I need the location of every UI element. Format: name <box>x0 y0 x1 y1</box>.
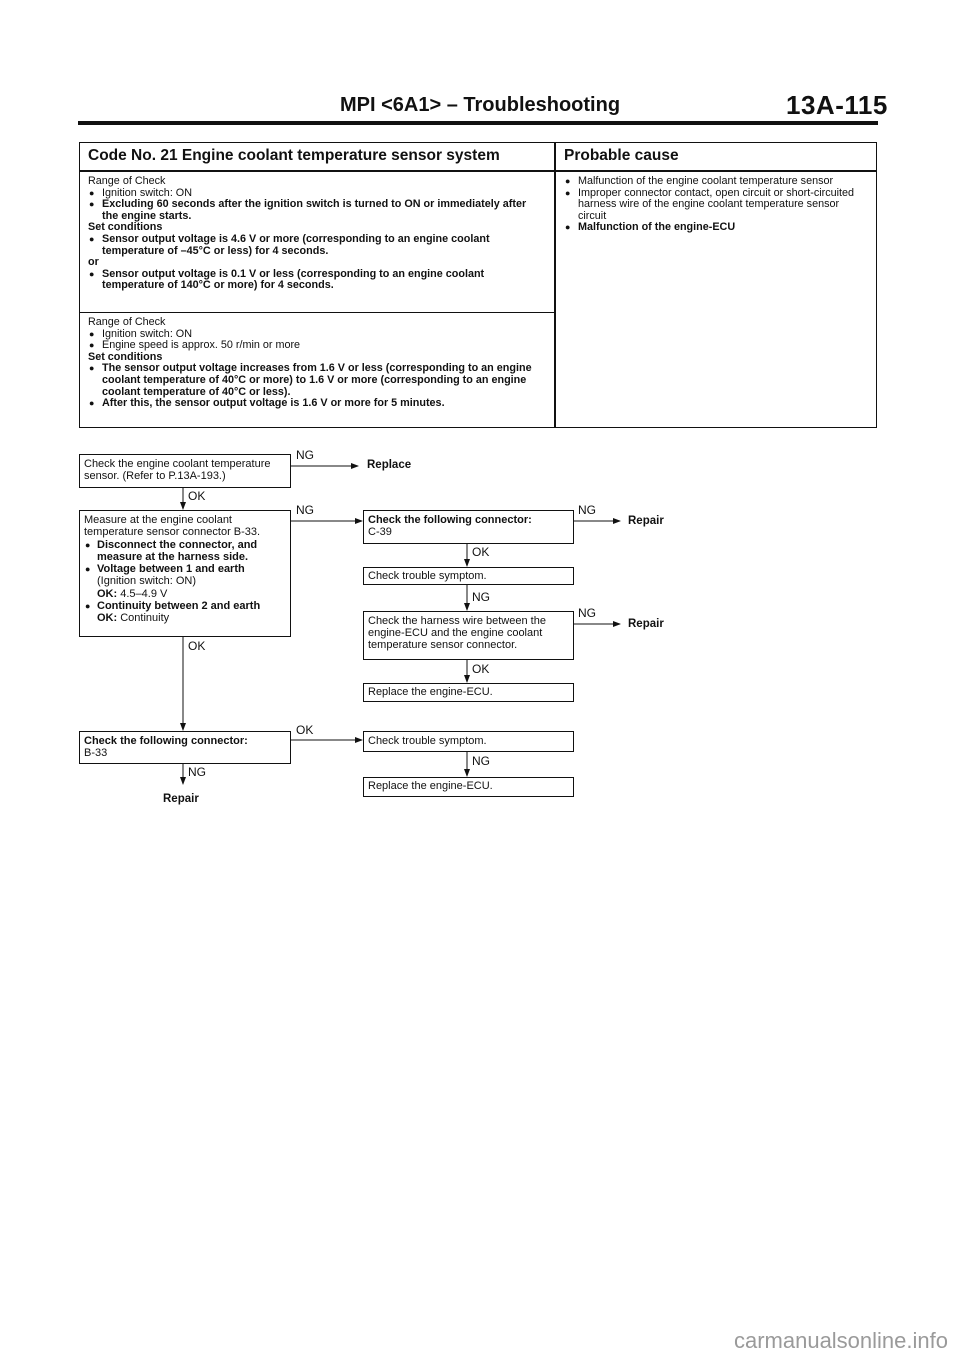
set-item: ● After this, the sensor output voltage is 1.6 V or more for 5 minutes. <box>88 398 544 410</box>
branch-ok: OK <box>296 723 314 737</box>
step-text: C-39 <box>368 526 392 538</box>
branch-ng: NG <box>578 606 596 620</box>
cause-item: ● Malfunction of the engine coolant temperature sensor <box>564 176 870 188</box>
page-title: MPI <6A1> – Troubleshooting <box>340 94 621 116</box>
step-item: ● Disconnect the connector, and measure at the harness side. <box>84 539 286 564</box>
step-item: (Ignition switch: ON) <box>97 575 197 588</box>
or-label: or <box>88 256 99 269</box>
ok-label: OK: <box>97 587 118 600</box>
step-replace-ecu-1 <box>363 683 574 702</box>
step-check-connector-c39 <box>363 510 574 544</box>
range-item: ● Excluding 60 seconds after the ignition switch is turned to ON or immediately after the engine starts. <box>88 199 544 222</box>
range-item: ● Ignition switch: ON <box>88 329 544 341</box>
step-text: Replace the engine-ECU. <box>368 780 493 792</box>
set-label: Set conditions <box>88 350 163 363</box>
set-item: ● The sensor output voltage increases from 1.6 V or less (corresponding to an engine coolant temperature of 40°C or more) to 1.6 V or more (corresponding to an engine coolant temperature of 40°C or less). <box>88 363 544 398</box>
branch-ok: OK <box>188 489 206 503</box>
ok-label: OK: <box>97 612 118 625</box>
step-text: Check the following connector: <box>84 735 248 747</box>
step-text: Check the engine coolant temperature sensor. (Refer to P.13A-193.) <box>84 458 271 482</box>
step-item: ● Voltage between 1 and earth <box>84 563 286 575</box>
step-item: ● Continuity between 2 and earth <box>84 600 286 612</box>
ok-value: Continuity <box>120 612 170 625</box>
step-ok-line <box>84 612 286 624</box>
step-measure-connector <box>79 510 291 637</box>
range-label: Range of Check <box>88 316 166 328</box>
step-ok-line <box>84 588 286 600</box>
step-text: Check the harness wire between the engine-ECU and the engine coolant temperature sensor connector. <box>368 615 546 651</box>
branch-ng: NG <box>296 503 314 517</box>
step-text: Check trouble symptom. <box>368 735 487 747</box>
branch-ng: NG <box>188 765 206 779</box>
page-number: 13A-115 <box>786 90 888 120</box>
step-check-connector-b33 <box>79 731 291 764</box>
range-label: Range of Check <box>88 175 166 187</box>
site-watermark: carmanualsonline.info <box>733 1328 948 1353</box>
branch-ok: OK <box>472 545 490 559</box>
set-label: Set conditions <box>88 221 163 234</box>
step-check-harness <box>363 611 574 660</box>
step-check-trouble-2 <box>363 731 574 752</box>
result-repair: Repair <box>628 515 664 527</box>
cause-header: Probable cause <box>564 147 679 164</box>
range-item: ● Ignition switch: ON <box>88 188 544 200</box>
set-item: ● Sensor output voltage is 4.6 V or more (corresponding to an engine coolant temperature of –45°C or less) for 4 seconds. <box>88 234 544 257</box>
step-text: Measure at the engine coolant temperature sensor connector B-33. <box>84 514 261 539</box>
result-repair: Repair <box>628 618 664 630</box>
ok-value: 4.5–4.9 V <box>120 587 168 600</box>
code-header: Code No. 21 Engine coolant temperature sensor system <box>88 147 500 164</box>
step-text: Replace the engine-ECU. <box>368 686 493 698</box>
step-check-trouble-1 <box>363 567 574 585</box>
step-replace-ecu-2 <box>363 777 574 797</box>
branch-ok: OK <box>472 662 490 676</box>
result-repair: Repair <box>163 793 199 805</box>
branch-ok: OK <box>188 639 206 653</box>
step-check-sensor <box>79 454 291 488</box>
range-item: ● Engine speed is approx. 50 r/min or more <box>88 340 544 352</box>
cause-item: ● Malfunction of the engine-ECU <box>564 222 870 234</box>
step-text: B-33 <box>84 747 108 759</box>
set-item: ● Sensor output voltage is 0.1 V or less (corresponding to an engine coolant temperature of 140°C or more) for 4 seconds. <box>88 269 544 292</box>
cause-item: ● Improper connector contact, open circuit or short-circuited harness wire of the engine coolant temperature sensor circuit <box>564 188 870 223</box>
step-text: Check the following connector: <box>368 514 532 526</box>
branch-ng: NG <box>578 503 596 517</box>
branch-ng: NG <box>296 448 314 462</box>
result-replace: Replace <box>367 459 412 471</box>
branch-ng: NG <box>472 754 490 768</box>
branch-ng: NG <box>472 590 490 604</box>
step-text: Check trouble symptom. <box>368 570 487 582</box>
